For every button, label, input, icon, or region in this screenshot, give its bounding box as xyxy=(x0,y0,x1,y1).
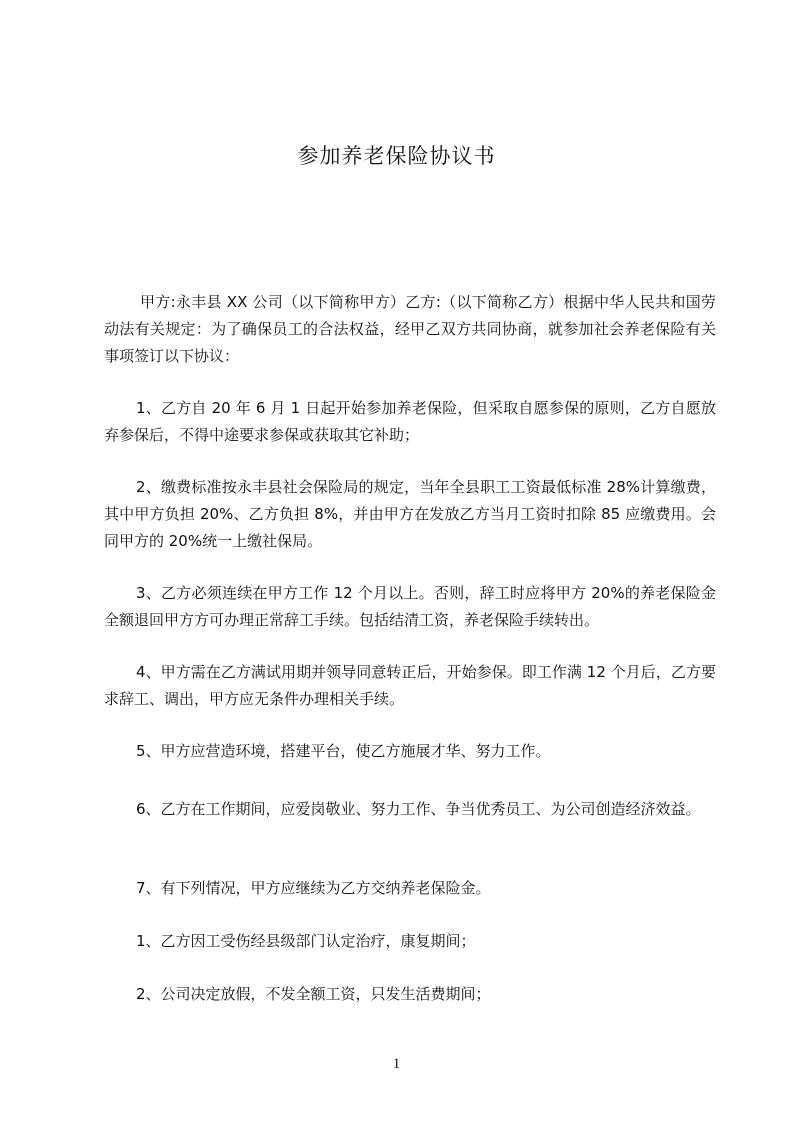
clause-4: 4、甲方需在乙方满试用期并领导同意转正后，开始参保。即工作满 12 个月后，乙方要求辞工、调出，甲方应无条件办理相关手续。 xyxy=(104,663,716,708)
clause-7-item-1: 1、乙方因工受伤经县级部门认定治疗，康复期间； xyxy=(136,932,476,950)
clause-2: 2、缴费标准按永丰县社会保险局的规定，当年全县职工工资最低标准 28%计算缴费，其中甲方负担 20%、乙方负担 8%，并由甲方在发放乙方当月工资时扣除 85 应缴费用。会同甲方的 20%统一上缴社保局。 xyxy=(104,478,716,550)
clause-5: 5、甲方应营造环境，搭建平台，使乙方施展才华、努力工作。 xyxy=(136,742,551,760)
clause-6: 6、乙方在工作期间，应爱岗敬业、努力工作、争当优秀员工、为公司创造经济效益。 xyxy=(136,800,701,818)
document-title: 参加养老保险协议书 xyxy=(297,144,496,168)
clause-7: 7、有下列情况，甲方应继续为乙方交纳养老保险金。 xyxy=(136,879,491,897)
clause-7-item-2: 2、公司决定放假，不发全额工资，只发生活费期间； xyxy=(136,985,491,1003)
intro-paragraph: 甲方:永丰县 XX 公司（以下简称甲方）乙方:（以下简称乙方）根据中华人民共和国劳动法有关规定：为了确保员工的合法权益，经甲乙双方共同协商，就参加社会养老保险有关事项签订以下协议： xyxy=(104,293,716,365)
clause-3: 3、乙方必须连续在甲方工作 12 个月以上。否则，辞工时应将甲方 20%的养老保险金全额退回甲方方可办理正常辞工手续。包括结清工资，养老保险手续转出。 xyxy=(104,584,716,629)
page-number: 1 xyxy=(392,1056,401,1072)
clause-1: 1、乙方自 20 年 6 月 1 日起开始参加养老保险，但采取自愿参保的原则，乙方自愿放弃参保后，不得中途要求参保或获取其它补助； xyxy=(104,399,716,444)
